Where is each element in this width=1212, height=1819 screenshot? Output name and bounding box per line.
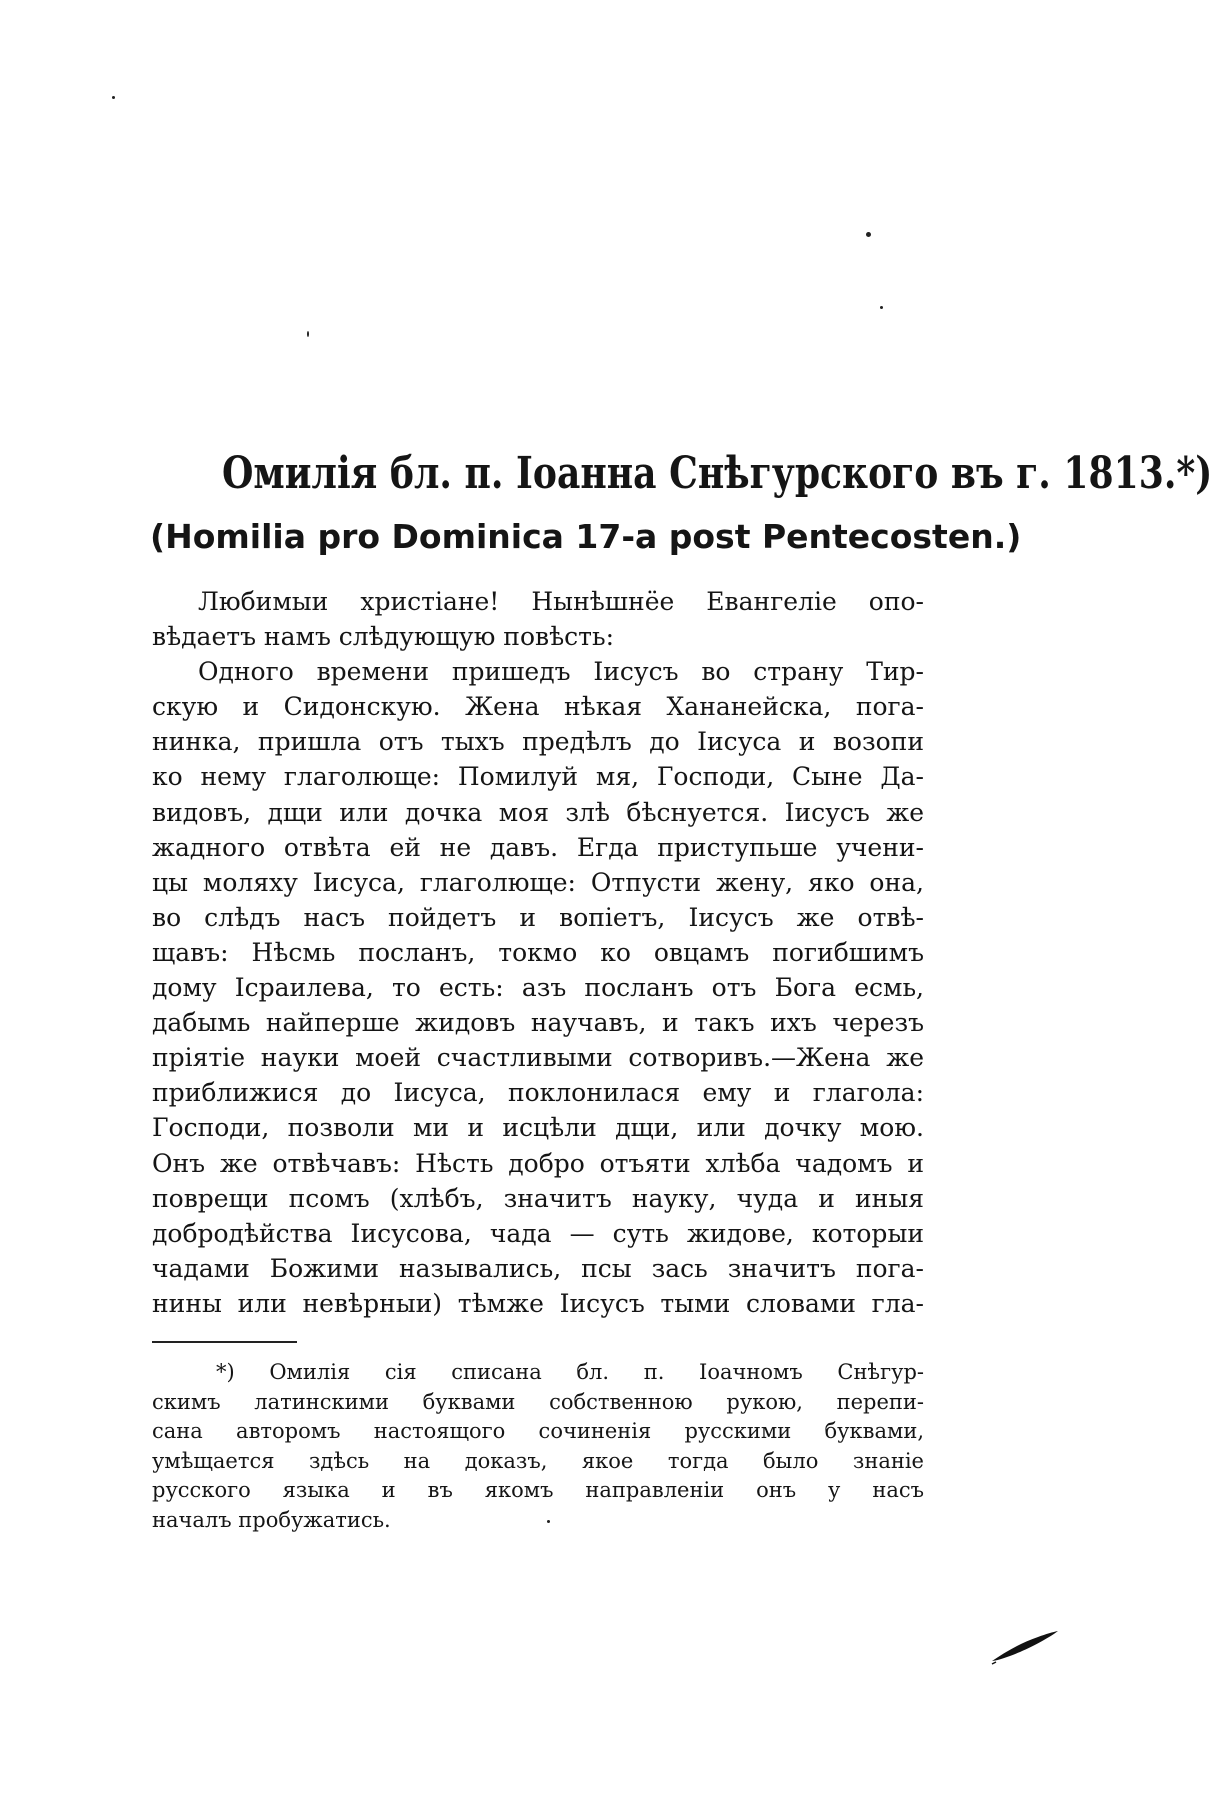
body-line: видовъ, дщи или дочка моя злѣ бѣснуется. Іисусъ же [152,797,924,827]
body-line: чадами Божими назывались, псы зась значитъ пога- [152,1253,924,1283]
footnote-line: началъ пробужатись. [152,1507,391,1532]
scan-speck [112,96,115,99]
body-line: цы моляху Іисуса, глаголюще: Отпусти жену, яко она, [152,867,924,897]
body-line: добродѣйства Іисусова, чада — суть жидове, которыи [152,1218,924,1248]
scan-speck [307,331,309,337]
body-line: щавъ: Нѣсмь посланъ, токмо ко овцамъ погибшимъ [152,937,924,967]
homily-subtitle: (Homilia pro Dominica 17-a post Pentecosten.) [150,517,1022,556]
body-line: ко нему глаголюще: Помилуй мя, Господи, Сыне Да- [152,762,924,792]
footnote [152,1358,924,1535]
body-line: поврещи псомъ (хлѣбъ, значитъ науку, чуда и иныя [152,1183,924,1213]
ink-stroke-mark [990,1625,1060,1665]
body-line: вѣдаетъ намъ слѣдующую повѣсть: [152,622,615,652]
homily-title: Омилія бл. п. Іоанна Снѣгурского въ г. 1813.*) [222,448,1212,499]
body-line: Любимыи христіане! Нынѣшнёе Евангеліе опо- [198,587,924,616]
footnote-line: русского языка и въ якомъ направленіи онъ у насъ [152,1478,924,1502]
footnote-line: *) Омилія сія списана бл. п. Іоачномъ Снѣгур- [216,1360,924,1384]
body-line: во слѣдъ насъ пойдетъ и вопіетъ, Іисусъ же отвѣ- [152,902,924,932]
footnote-divider [152,1341,297,1343]
footnote-line: умѣщается здѣсь на доказъ, якое тогда было знаніе [152,1448,924,1473]
body-line: пріятіе науки моей счастливыми сотворивъ.—Жена же [152,1043,924,1073]
body-text [152,584,924,1321]
body-line: Одного времени пришедъ Іисусъ во страну Тир- [198,657,924,687]
body-line: нины или невѣрныи) тѣмже Іисусъ тыми словами гла- [152,1288,924,1318]
body-line: Господи, позволи ми и исцѣли дщи, или дочку мою. [152,1113,924,1143]
body-line: дабымь найперше жидовъ научавъ, и такъ ихъ черезъ [152,1008,924,1038]
body-line: Онъ же отвѣчавъ: Нѣсть добро отъяти хлѣба чадомъ и [152,1148,924,1178]
body-line: жадного отвѣта ей не давъ. Егда приступьше учени- [152,832,924,862]
body-line: дому Ісраилева, то есть: азъ посланъ отъ Бога есмь, [152,973,924,1003]
scan-speck [880,306,883,309]
footnote-line: скимъ латинскими буквами собственною рукою, перепи- [152,1389,924,1414]
body-line: скую и Сидонскую. Жена нѣкая Хананейска, пога- [152,692,924,722]
scan-speck [866,232,871,237]
footnote-line: сана авторомъ настоящого сочиненія русскими буквами, [152,1419,924,1443]
body-line: нинка, пришла отъ тыхъ предѣлъ до Іисуса и возопи [152,727,924,757]
body-line: приближися до Іисуса, поклонилася ему и глагола: [152,1078,924,1108]
